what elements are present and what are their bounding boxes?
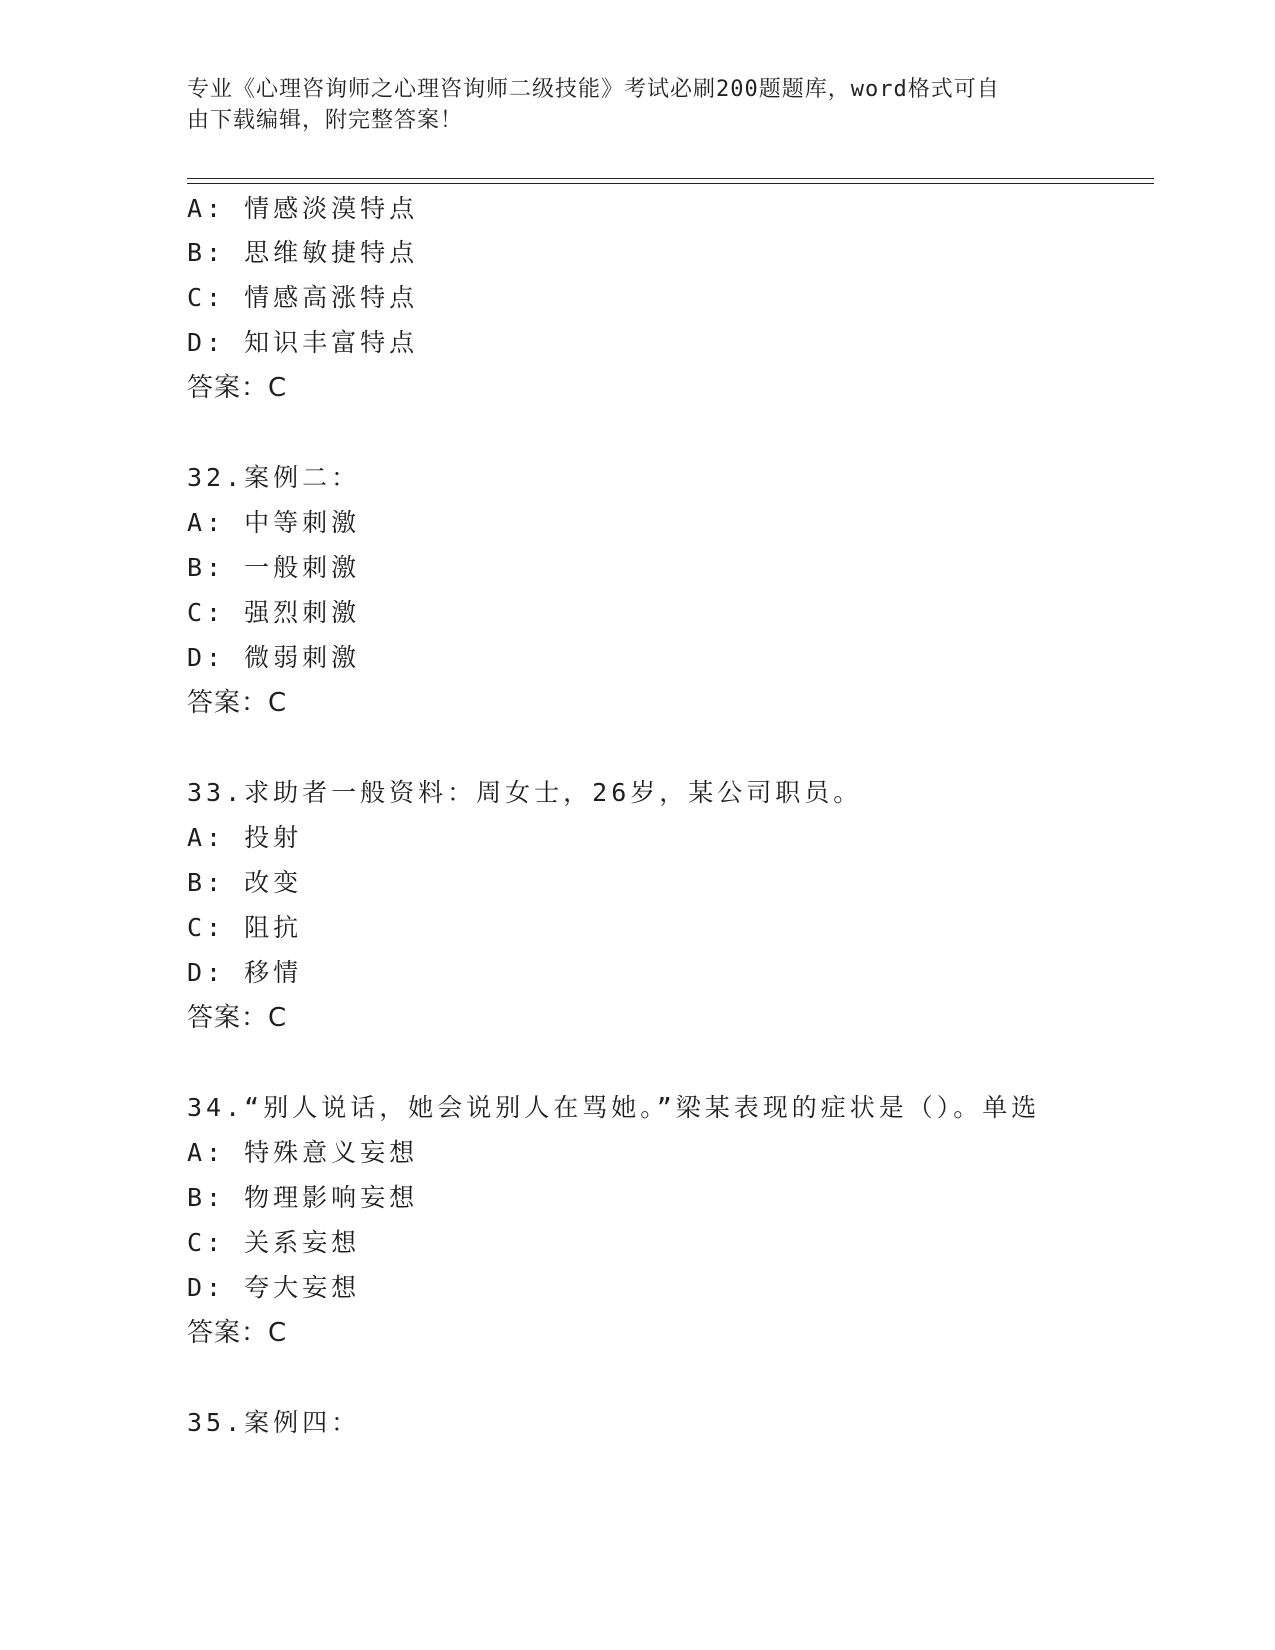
q33-option-b: B: 改变 <box>187 868 303 897</box>
q34-option-d: D: 夸大妄想 <box>187 1273 361 1302</box>
document-header <box>187 74 1067 136</box>
header-line-2: 由下载编辑，附完整答案！ <box>187 108 464 133</box>
q34-option-b: B: 物理影响妄想 <box>187 1183 419 1212</box>
q33-option-a: A: 投射 <box>187 823 303 852</box>
header-divider-bottom <box>187 183 1154 184</box>
q33-option-c: C: 阻抗 <box>187 913 303 942</box>
q31-option-a: A: 情感淡漠特点 <box>187 194 419 223</box>
q33-option-d: D: 移情 <box>187 958 303 987</box>
q32-option-d: D: 微弱刺激 <box>187 643 361 672</box>
header-divider-top <box>187 178 1154 179</box>
q32-option-c: C: 强烈刺激 <box>187 598 361 627</box>
q32-option-b: B: 一般刺激 <box>187 553 361 582</box>
q32-option-a: A: 中等刺激 <box>187 508 361 537</box>
q34-option-a: A: 特殊意义妄想 <box>187 1138 419 1167</box>
q34-question: 34.“别人说话，她会说别人在骂她。”梁某表现的症状是（）。单选 <box>187 1093 1041 1122</box>
q34-answer: 答案：C <box>187 1318 288 1348</box>
q35-question: 35.案例四： <box>187 1408 361 1437</box>
header-line-1: 专业《心理咨询师之心理咨询师二级技能》考试必刷200题题库，word格式可自 <box>187 77 1000 102</box>
q32-question: 32.案例二： <box>187 463 361 492</box>
q33-answer: 答案：C <box>187 1003 288 1033</box>
q31-option-d: D: 知识丰富特点 <box>187 328 419 357</box>
q31-answer: 答案：C <box>187 373 288 403</box>
q31-option-b: B: 思维敏捷特点 <box>187 238 419 267</box>
q34-option-c: C: 关系妄想 <box>187 1228 361 1257</box>
q31-option-c: C: 情感高涨特点 <box>187 283 419 312</box>
q33-question: 33.求助者一般资料：周女士，26岁，某公司职员。 <box>187 778 863 807</box>
q32-answer: 答案：C <box>187 688 288 718</box>
